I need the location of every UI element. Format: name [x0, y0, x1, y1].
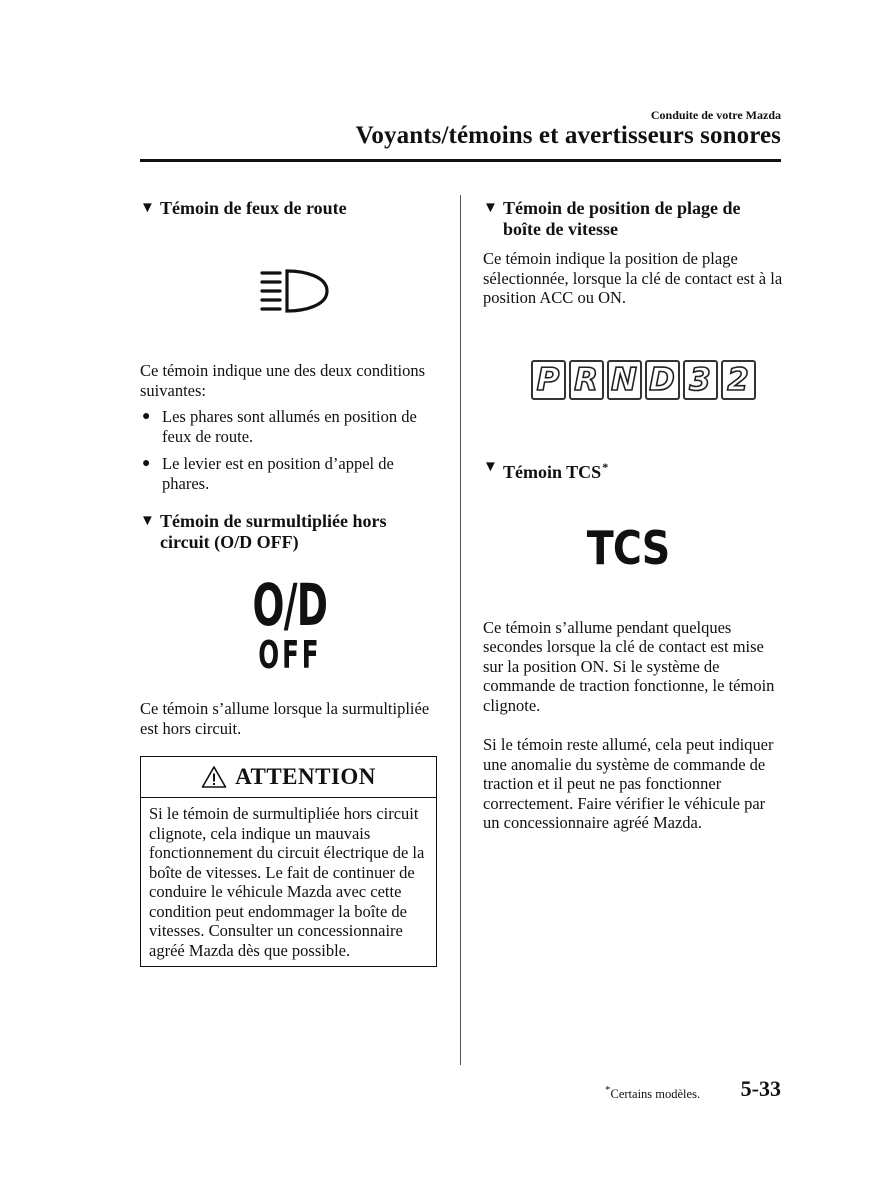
high-beam-icon — [140, 267, 440, 315]
attention-body: Si le témoin de surmultipliée hors circuit clignote, cela indique un mauvais fonctionnement du circuit électrique de la boîte de vitesses. Le fait de continuer de conduire le véhicule Mazda avec cette condition peut endommager la boîte de vitesses. Consulter un concessionnaire agréé Mazda dès que possible. — [149, 804, 425, 960]
list-item: ● Les phares sont allumés en position de feux de route. — [142, 407, 417, 446]
chapter-title: Conduite de votre Mazda — [650, 108, 781, 122]
tcs-icon-text: TCS — [586, 520, 670, 575]
footnote-mark: * — [602, 459, 609, 474]
attention-box — [140, 756, 437, 967]
list-item: ● Le levier est en position d’appel de phares. — [142, 454, 394, 493]
tcs-body-1: Ce témoin s’allume pendant quelques secondes lorsque la clé de contact est mise sur la position ON. Si le système de commande de traction fonctionne, le témoin clignote. — [483, 617, 775, 715]
gear-position-body: Ce témoin indique la position de plage sélectionnée, lorsque la clé de contact est à la position ACC ou ON. — [483, 249, 783, 307]
triangle-marker-icon: ▼ — [140, 513, 155, 529]
gear-position-heading: ▼ Témoin de position de plage de boîte de vitesse — [483, 198, 741, 239]
page-number: 5-33 — [740, 1076, 781, 1101]
od-off-icon — [140, 571, 440, 677]
right-column — [483, 198, 783, 833]
od-off-heading: ▼ Témoin de surmultipliée hors circuit (O/D OFF) — [140, 511, 387, 552]
tcs-icon — [473, 520, 783, 575]
warning-triangle-icon — [201, 765, 227, 789]
footnote-mark: * — [605, 1084, 611, 1096]
gear-letter-N: N — [607, 360, 642, 400]
column-divider — [460, 195, 461, 1065]
page-title: Voyants/témoins et avertisseurs sonores — [355, 122, 781, 149]
od-off-icon-line2: OFF — [258, 633, 322, 677]
attention-header — [141, 757, 436, 798]
header-rule — [140, 159, 781, 162]
footnote-text: Certains modèles. — [610, 1087, 701, 1102]
gear-position-indicator — [503, 360, 783, 400]
triangle-marker-icon: ▼ — [140, 200, 155, 216]
gear-letter-P: P — [531, 360, 566, 400]
left-column — [140, 198, 440, 967]
high-beam-intro: Ce témoin indique une des deux conditions suivantes: — [140, 361, 426, 400]
gear-letter-R: R — [569, 360, 604, 400]
high-beam-heading: ▼ Témoin de feux de route — [140, 198, 347, 218]
gear-letter-D: D — [645, 360, 680, 400]
od-off-body: Ce témoin s’allume lorsque la surmultipliée est hors circuit. — [140, 699, 430, 738]
od-off-icon-line1: O/D — [252, 571, 328, 639]
triangle-marker-icon: ▼ — [483, 458, 498, 475]
bullet-icon: ● — [142, 456, 151, 471]
gear-position-letters — [531, 360, 756, 400]
tcs-body-2: Si le témoin reste allumé, cela peut indiquer une anomalie du système de commande de traction et il peut ne pas fonctionner correctement. Faire vérifier le véhicule par un concessionnaire agréé Mazda. — [483, 735, 774, 832]
tcs-heading: ▼ Témoin TCS* — [483, 458, 609, 482]
gear-letter-3: 3 — [683, 360, 718, 400]
footnote — [605, 1084, 700, 1102]
bullet-icon: ● — [142, 409, 151, 424]
gear-letter-2: 2 — [721, 360, 756, 400]
high-beam-bullet-list — [140, 407, 440, 493]
triangle-marker-icon: ▼ — [483, 200, 498, 216]
attention-title: ATTENTION — [235, 764, 376, 789]
